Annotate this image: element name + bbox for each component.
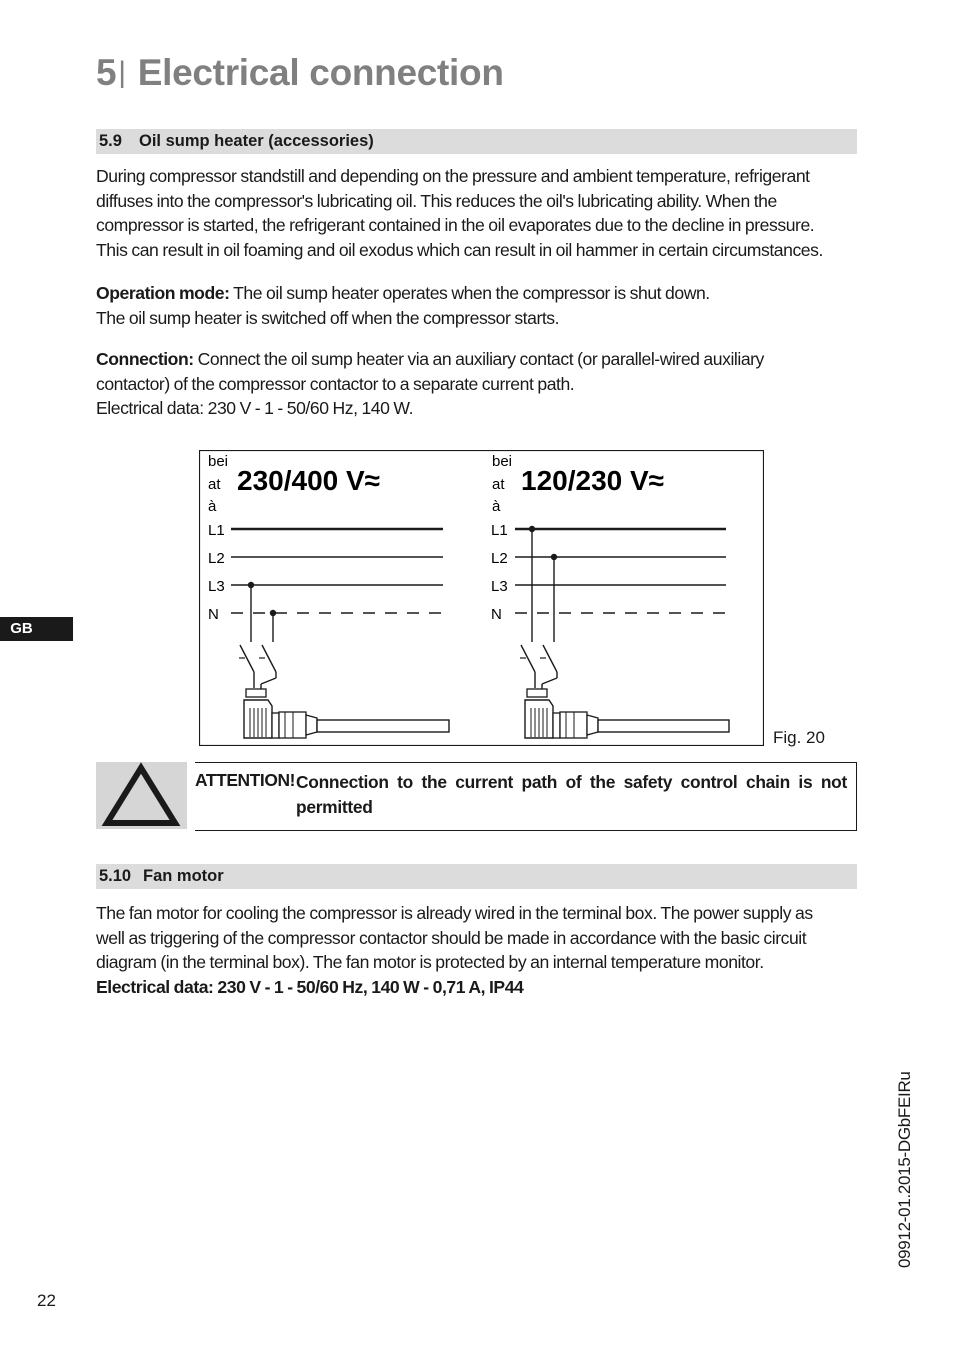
prefix-a: à [208, 498, 217, 515]
text-line: diagram (in the terminal box). The fan motor is protected by an internal temperature monitor. [96, 952, 764, 973]
figure-label: Fig. 20 [773, 728, 825, 747]
line-label-l3: L3 [208, 578, 225, 595]
attention-text [296, 770, 847, 820]
prefix-at: at [208, 476, 221, 493]
prefix-at: at [492, 476, 505, 493]
wiring-diagram [199, 450, 764, 746]
text-line: Connect the oil sump heater via an auxiliary contact (or parallel-wired auxiliary [193, 349, 764, 369]
electrical-data: Electrical data: 230 V - 1 - 50/60 Hz, 140 W - 0,71 A, IP44 [96, 976, 524, 997]
chapter-heading [96, 52, 504, 94]
text-line: well as triggering of the compressor contactor should be made in accordance with the basic circuit [96, 927, 807, 948]
text-line: The fan motor for cooling the compressor is already wired in the terminal box. The power supply as [96, 903, 813, 923]
voltage-label: 120/230 V≈ [521, 465, 665, 496]
section-title: Oil sump heater (accessories) [139, 132, 374, 150]
line-label-l2: L2 [491, 550, 508, 567]
language-tab: GB [0, 617, 73, 641]
line-label-l3: L3 [491, 578, 508, 595]
operation-mode-paragraph [96, 281, 866, 330]
text-line: Electrical data: 230 V - 1 - 50/60 Hz, 140 W. [96, 398, 414, 419]
connection-paragraph [96, 347, 866, 421]
attention-label: ATTENTION! [195, 770, 296, 790]
line-label-l1: L1 [491, 522, 508, 539]
operation-mode-label: Operation mode: [96, 283, 230, 303]
warning-triangle-icon [96, 762, 187, 829]
text-line: The oil sump heater operates when the compressor is shut down. [229, 283, 710, 303]
section-number: 5.9 [99, 132, 122, 150]
text-line: Connection to the current path of the safety control chain is not [296, 772, 847, 792]
line-label-n: N [491, 606, 502, 623]
section-heading-5-10 [96, 864, 857, 889]
text-line: During compressor standstill and depending on the pressure and ambient temperature, refrigerant [96, 166, 810, 186]
text-line: permitted [296, 797, 373, 817]
prefix-bei: bei [492, 453, 513, 470]
document-code: 09912-01.2015-DGbFEIRu [895, 1071, 914, 1268]
chapter-separator: | [118, 56, 126, 89]
text-line: diffuses into the compressor's lubricating oil. This reduces the oil's lubricating ability. When the [96, 190, 777, 211]
connection-label: Connection: [96, 349, 194, 369]
section-number: 5.10 [99, 867, 132, 885]
voltage-label: 230/400 V≈ [237, 465, 381, 496]
chapter-number: 5 [96, 52, 117, 93]
warning-icon-panel [96, 762, 187, 829]
intro-paragraph [96, 164, 866, 262]
line-label-n: N [208, 606, 219, 623]
line-label-l1: L1 [208, 522, 225, 539]
text-line: compressor is started, the refrigerant contained in the oil evaporates due to the decline in pressure. [96, 215, 815, 236]
prefix-bei: bei [208, 453, 229, 470]
section-title: Fan motor [143, 867, 224, 885]
fan-motor-paragraph [96, 901, 866, 999]
page-number: 22 [37, 1291, 56, 1310]
prefix-a: à [492, 498, 501, 515]
line-label-l2: L2 [208, 550, 225, 567]
text-line: This can result in oil foaming and oil exodus which can result in oil hammer in certain circumstances. [96, 239, 823, 260]
text-line: The oil sump heater is switched off when the compressor starts. [96, 307, 560, 328]
text-line: contactor) of the compressor contactor to a separate current path. [96, 373, 575, 394]
chapter-title: Electrical connection [137, 52, 504, 93]
section-heading-5-9 [96, 129, 857, 154]
